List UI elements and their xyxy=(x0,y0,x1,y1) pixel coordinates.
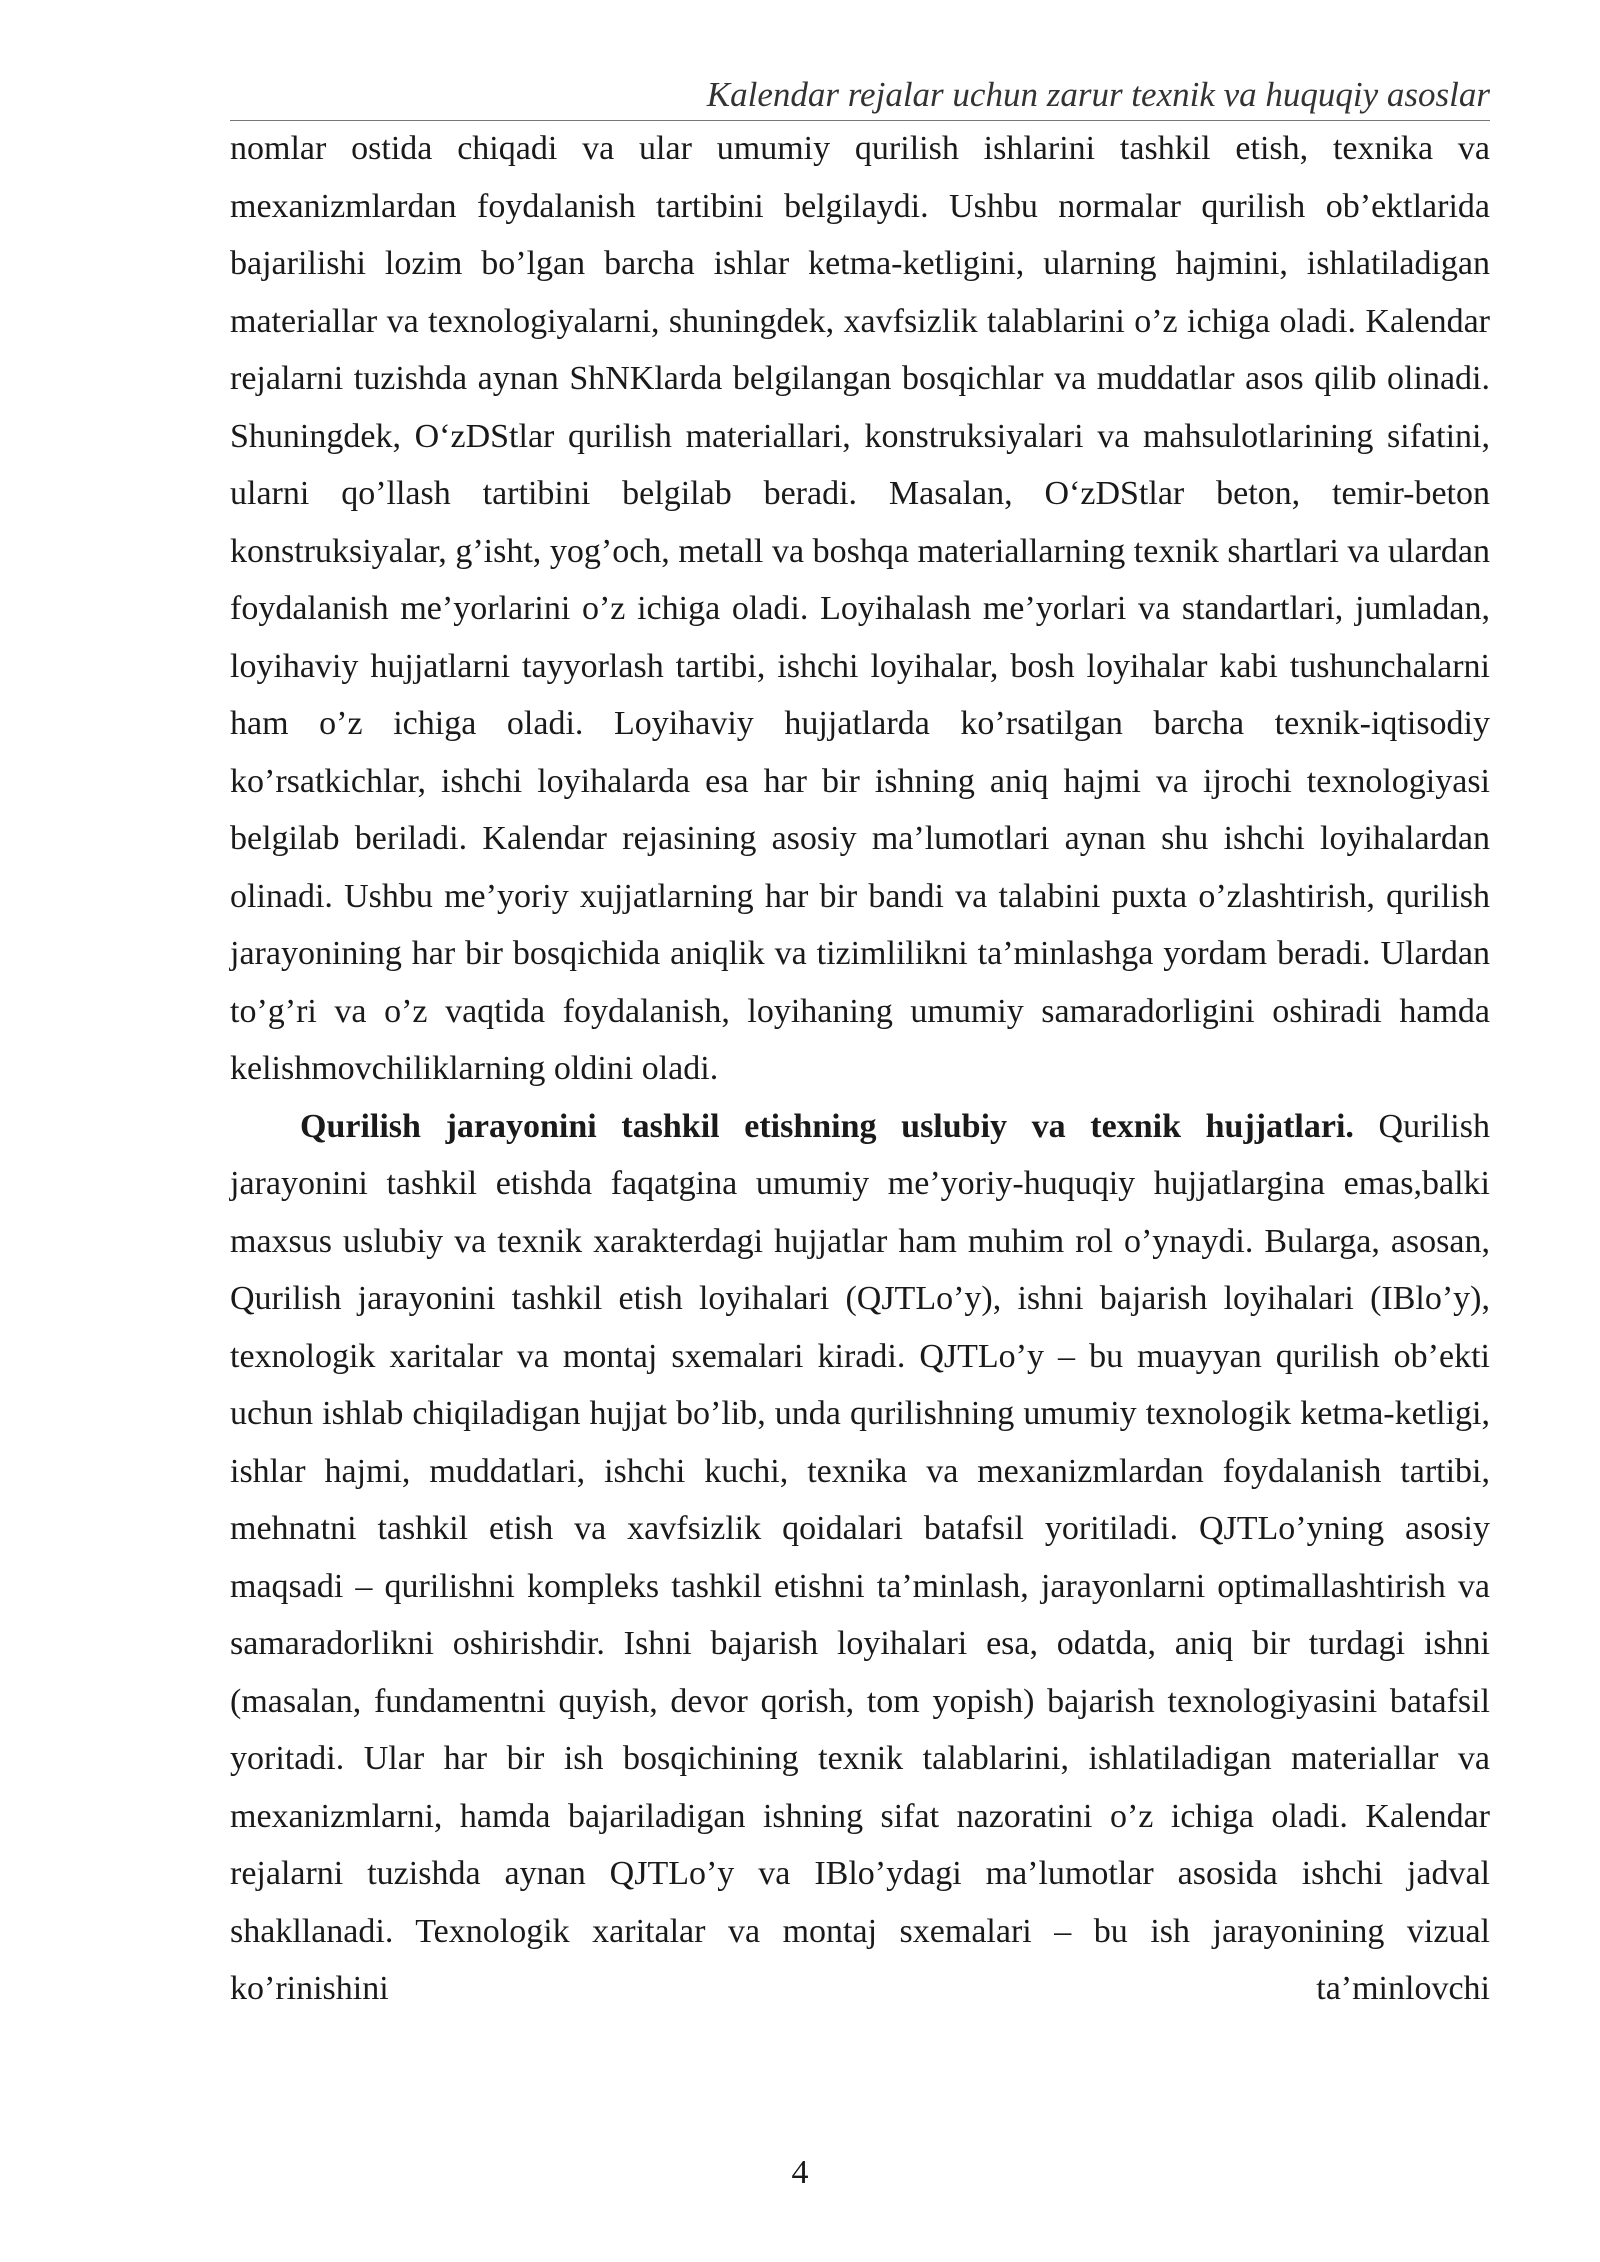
section-heading: Qurilish jarayonini tashkil etishning uslubiy va texnik hujjatlari. xyxy=(300,1107,1354,1145)
document-body xyxy=(230,120,1490,2018)
paragraph-1-text: nomlar ostida chiqadi va ular umumiy qurilish ishlarini tashkil etish, texnika va mexanizmlardan foydalanish tartibini belgilaydi. Ushbu normalar qurilish ob’ektlarida bajarilishi lozim bo’lgan barcha ishlar ketma-ketligini, ularning hajmini, ishlatiladigan materiallar va texnologiyalarni, shuningdek, xavfsizlik talablarini o’z ichiga oladi. Kalendar rejalarni tuzishda aynan ShNKlarda belgilangan bosqichlar va muddatlar asos qilib olinadi. Shuningdek, O‘zDStlar qurilish materiallari, konstruksiyalari va mahsulotlarining sifatini, ularni qo’llash tartibini belgilab beradi. Masalan, O‘zDStlar beton, temir-beton konstruksiyalar, g’isht, yog’och, metall va boshqa materiallarning texnik shartlari va ulardan foydalanish me’yorlarini o’z ichiga oladi. Loyihalash me’yorlari va standartlari, jumladan, loyihaviy hujjatlarni tayyorlash tartibi, ishchi loyihalar, bosh loyihalar kabi tushunchalarni ham o’z ichiga oladi. Loyihaviy hujjatlarda ko’rsatilgan barcha texnik-iqtisodiy ko’rsatkichlar, ishchi loyihalarda esa har bir ishning aniq hajmi va ijrochi texnologiyasi belgilab beriladi. Kalendar rejasining asosiy ma’lumotlari aynan shu ishchi loyihalardan olinadi. Ushbu me’yoriy xujjatlarning har bir bandi va talabini puxta o’zlashtirish, qurilish jarayonining har bir bosqichida aniqlik va tizimlilikni ta’minlashga yordam beradi. Ulardan to’g’ri va o’z vaqtida foydalanish, loyihaning umumiy samaradorligini oshiradi hamda kelishmovchiliklarning oldini oladi. xyxy=(230,130,1490,1087)
paragraph-2-text: Qurilish jarayonini tashkil etishda faqatgina umumiy me’yoriy-huquqiy hujjatlargina emas,balki maxsus uslubiy va texnik xarakterdagi hujjatlar ham muhim rol o’ynaydi. Bularga, asosan, Qurilish jarayonini tashkil etish loyihalari (QJTLo’y), ishni bajarish loyihalari (IBlo’y), texnologik xaritalar va montaj sxemalari kiradi. QJTLo’y – bu muayyan qurilish ob’ekti uchun ishlab chiqiladigan hujjat bo’lib, unda qurilishning umumiy texnologik ketma-ketligi, ishlar hajmi, muddatlari, ishchi kuchi, texnika va mexanizmlardan foydalanish tartibi, mehnatni tashkil etish va xavfsizlik qoidalari batafsil yoritiladi. QJTLo’yning asosiy maqsadi – qurilishni kompleks tashkil etishni ta’minlash, jarayonlarni optimallashtirish va samaradorlikni oshirishdir. Ishni bajarish loyihalari esa, odatda, aniq bir turdagi ishni (masalan, fundamentni quyish, devor qorish, tom yopish) bajarish texnologiyasini batafsil yoritadi. Ular har bir ish bosqichining texnik talablarini, ishlatiladigan materiallar va mexanizmlarni, hamda bajariladigan ishning sifat nazoratini o’z ichiga oladi. Kalendar rejalarni tuzishda aynan QJTLo’y va IBlo’ydagi ma’lumotlar asosida ishchi jadval shakllanadi. Texnologik xaritalar va montaj sxemalari – bu ish jarayonining vizual ko’rinishini ta’minlovchi xyxy=(230,1107,1490,2007)
body-paragraph-1 xyxy=(230,120,1490,1098)
page-number: 4 xyxy=(791,2154,809,2191)
running-header: Kalendar rejalar uchun zarur texnik va huquqiy asoslar xyxy=(706,75,1490,114)
body-paragraph-2 xyxy=(230,1098,1490,2018)
